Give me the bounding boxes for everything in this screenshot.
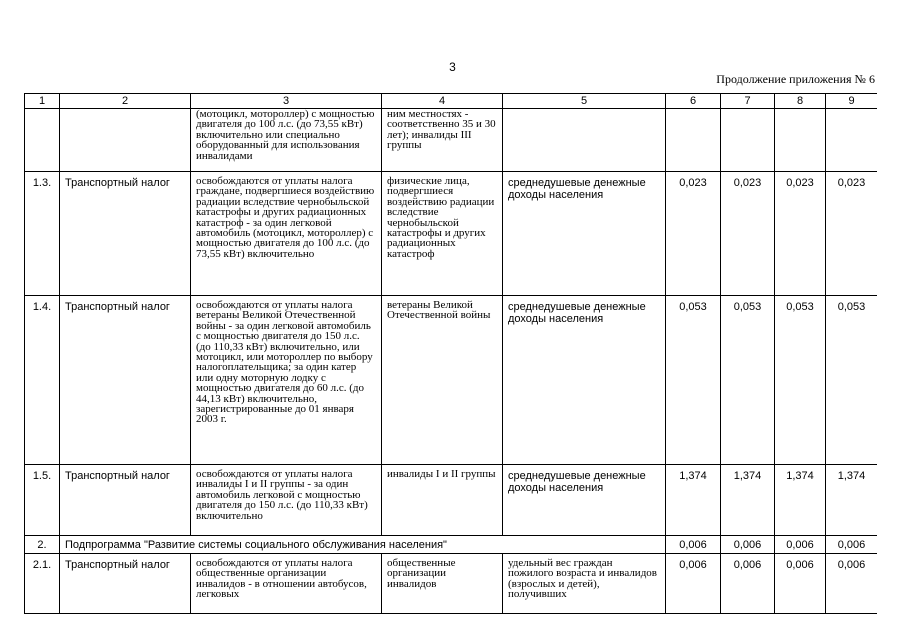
value-col-9: 0,053: [826, 296, 878, 465]
subprogram-value-col-7: 0,006: [721, 536, 775, 554]
table-row-1-5: [25, 465, 878, 536]
column-header: 1: [25, 94, 60, 109]
table-row-1-3: [25, 172, 878, 296]
benefit-description: освобождаются от уплаты налога граждане, подвергшиеся воздействию радиации вследствие чернобыльской катастрофы и других радиационных катастроф - за один легковой автомобиль (мотоцикл, мотороллер) с мощностью двигателя до 100 л.с. (до 73,55 кВт) включительно: [191, 172, 382, 296]
benefits-table-container: [24, 93, 877, 640]
tax-name: Транспортный налог: [60, 465, 191, 536]
row-code: 1.3.: [25, 172, 60, 296]
benefit-recipients: ветераны Великой Отечественной войны: [382, 296, 503, 465]
value-col-7: 1,374: [721, 465, 775, 536]
value-col-9: 1,374: [826, 465, 878, 536]
value-col-6: 0,023: [666, 172, 721, 296]
column-header: 3: [191, 94, 382, 109]
page-number: 3: [449, 60, 456, 74]
benefit-description: освобождаются от уплаты налога общественные организации инвалидов - в отношении автобусов, легковых: [191, 554, 382, 614]
value-col-6: 0,006: [666, 554, 721, 614]
benefits-table: [24, 93, 877, 614]
benefit-recipients: физические лица, подвергшиеся воздействию радиации вследствие чернобыльской катастрофы и других радиационных катастроф: [382, 172, 503, 296]
value-col-7: 0,023: [721, 172, 775, 296]
column-number-header-row: [25, 94, 878, 109]
column-header: 9: [826, 94, 878, 109]
subprogram-value-col-8: 0,006: [775, 536, 826, 554]
value-col-8: [775, 109, 826, 172]
subprogram-value-col-6: 0,006: [666, 536, 721, 554]
value-col-8: 0,053: [775, 296, 826, 465]
appendix-continuation-label: Продолжение приложения № 6: [716, 72, 875, 86]
benefit-description: (мотоцикл, мотороллер) с мощностью двигателя до 100 л.с. (до 73,55 кВт) включительно или специально оборудованный для использования инвалидами: [191, 109, 382, 172]
row-code: 1.5.: [25, 465, 60, 536]
value-col-7: 0,053: [721, 296, 775, 465]
column-header: 4: [382, 94, 503, 109]
benefit-recipients: общественные организации инвалидов: [382, 554, 503, 614]
subprogram-title: Подпрограмма "Развитие системы социального обслуживания населения": [60, 536, 666, 554]
tax-name: Транспортный налог: [60, 554, 191, 614]
tax-name: Транспортный налог: [60, 296, 191, 465]
value-col-7: [721, 109, 775, 172]
value-col-9: 0,006: [826, 554, 878, 614]
tax-name: Транспортный налог: [60, 172, 191, 296]
column-header: 2: [60, 94, 191, 109]
subprogram-value-col-9: 0,006: [826, 536, 878, 554]
value-col-7: 0,006: [721, 554, 775, 614]
column-header: 8: [775, 94, 826, 109]
column-header: 7: [721, 94, 775, 109]
benefit-description: освобождаются от уплаты налога ветераны Великой Отечественной войны - за один легковой автомобиль с мощностью двигателя до 150 л.с. (до 110,33 кВт) включительно, или мотоцикл, или мотороллер по выбору налогоплательщика; за один катер или одну моторную лодку с мощностью двигателя до 60 л.с. (до 44,13 кВт) включительно, зарегистрированные до 01 января 2003 г.: [191, 296, 382, 465]
benefit-description: освобождаются от уплаты налога инвалиды I и II группы - за один автомобиль легковой с мощностью двигателя до 150 л.с. (до 110,33 кВт) включительно: [191, 465, 382, 536]
target-indicator: среднедушевые денежные доходы населения: [503, 296, 666, 465]
table-row-continued: [25, 109, 878, 172]
target-indicator: [503, 109, 666, 172]
target-indicator: среднедушевые денежные доходы населения: [503, 465, 666, 536]
table-row-2-1: [25, 554, 878, 614]
value-col-6: [666, 109, 721, 172]
benefit-recipients: ним местностях - соответственно 35 и 30 лет); инвалиды III группы: [382, 109, 503, 172]
value-col-6: 1,374: [666, 465, 721, 536]
table-row-1-4: [25, 296, 878, 465]
row-code: [25, 109, 60, 172]
row-code: 1.4.: [25, 296, 60, 465]
target-indicator: среднедушевые денежные доходы населения: [503, 172, 666, 296]
value-col-8: 0,023: [775, 172, 826, 296]
benefit-recipients: инвалиды I и II группы: [382, 465, 503, 536]
column-header: 5: [503, 94, 666, 109]
tax-name: [60, 109, 191, 172]
value-col-9: 0,023: [826, 172, 878, 296]
value-col-8: 1,374: [775, 465, 826, 536]
subprogram-code: 2.: [25, 536, 60, 554]
value-col-8: 0,006: [775, 554, 826, 614]
value-col-9: [826, 109, 878, 172]
column-header: 6: [666, 94, 721, 109]
target-indicator: удельный вес граждан пожилого возраста и инвалидов (взрослых и детей), получивших: [503, 554, 666, 614]
row-code: 2.1.: [25, 554, 60, 614]
subprogram-row: [25, 536, 878, 554]
value-col-6: 0,053: [666, 296, 721, 465]
